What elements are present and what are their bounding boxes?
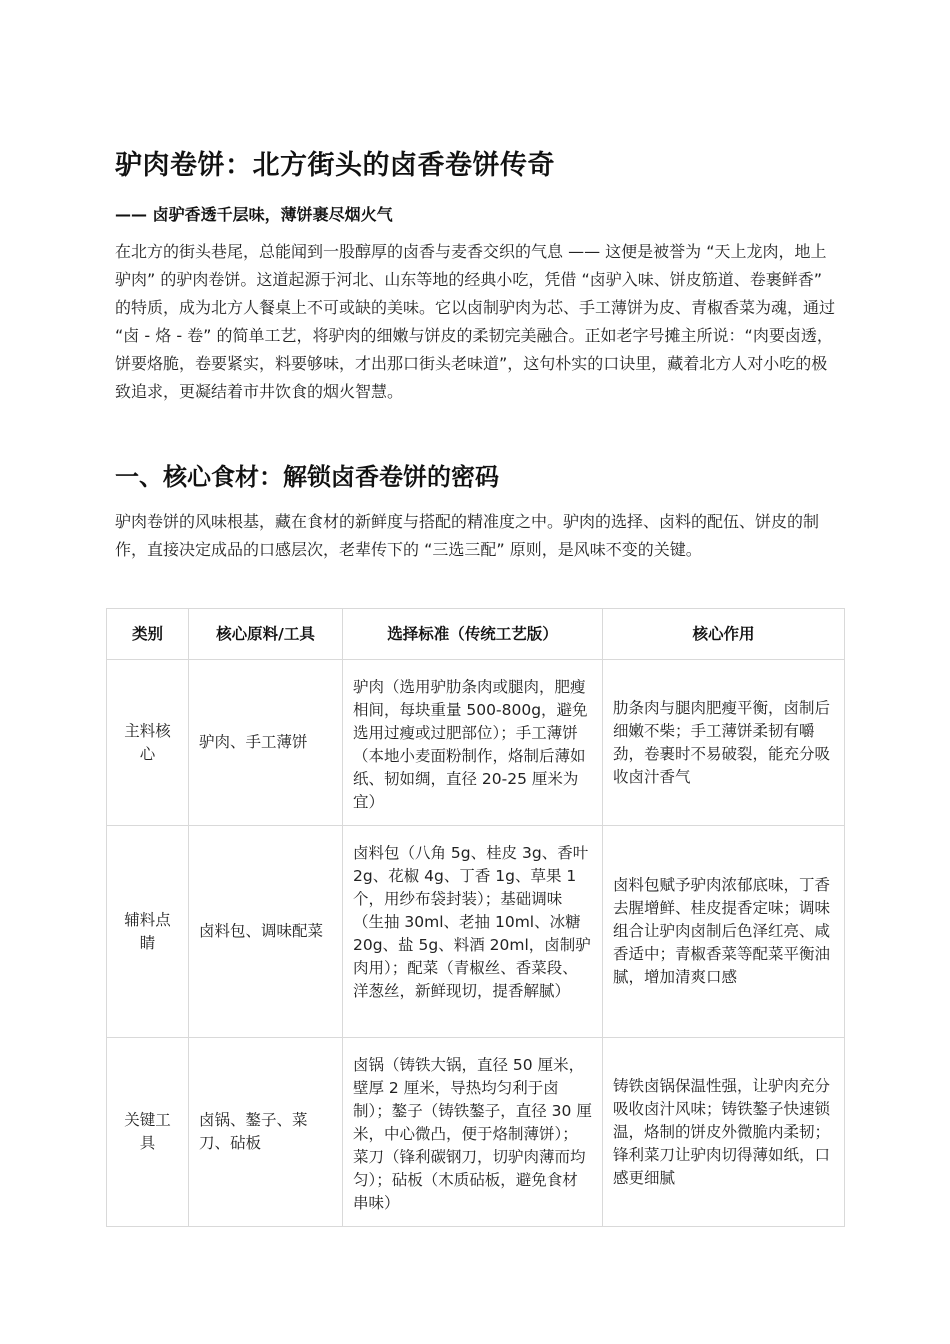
ingredients-table-container: [106, 608, 844, 1227]
cell-role: 铸铁卤锅保温性强，让驴肉充分吸收卤汁风味；铸铁鏊子快速锁温，烙制的饼皮外微脆内柔韧；锋利菜刀让驴肉切得薄如纸，口感更细腻: [603, 1038, 845, 1227]
cell-category: 辅料点睛: [107, 826, 189, 1038]
header-role: 核心作用: [603, 609, 845, 660]
cell-role: 肋条肉与腿肉肥瘦平衡，卤制后细嫩不柴；手工薄饼柔韧有嚼劲，卷裹时不易破裂，能充分吸收卤汁香气: [603, 660, 845, 826]
intro-paragraph: 在北方的街头巷尾，总能闻到一股醇厚的卤香与麦香交织的气息 —— 这便是被誉为 “天上龙肉，地上驴肉” 的驴肉卷饼。这道起源于河北、山东等地的经典小吃，凭借 “卤驴入味、饼皮筋道、卷裹鲜香” 的特质，成为北方人餐桌上不可或缺的美味。它以卤制驴肉为芯、手工薄饼为皮、青椒香菜为魂，通过 “卤 - 烙 - 卷” 的简单工艺，将驴肉的细嫩与饼皮的柔韧完美融合。正如老字号摊主所说：“肉要卤透，饼要烙脆，卷要紧实，料要够味，才出那口街头老味道”，这句朴实的口诀里，藏着北方人对小吃的极致追求，更凝结着市井饮食的烟火智慧。: [115, 242, 836, 401]
cell-materials: 卤锅、鏊子、菜刀、砧板: [189, 1038, 343, 1227]
page-title: 驴肉卷饼：北方街头的卤香卷饼传奇: [115, 150, 555, 181]
cell-category: 主料核心: [107, 660, 189, 826]
ingredients-table: [106, 608, 845, 1227]
table-row: [107, 660, 845, 826]
page-subtitle: —— 卤驴香透千层味，薄饼裹尽烟火气: [115, 205, 393, 224]
cell-category: 关键工具: [107, 1038, 189, 1227]
table-header-row: [107, 609, 845, 660]
cell-standard: 卤锅（铸铁大锅，直径 50 厘米，壁厚 2 厘米，导热均匀利于卤制）；鏊子（铸铁鏊子，直径 30 厘米，中心微凸，便于烙制薄饼）；菜刀（锋利碳钢刀，切驴肉薄而均匀）；砧板（木质砧板，避免食材串味）: [343, 1038, 603, 1227]
cell-standard: 卤料包（八角 5g、桂皮 3g、香叶 2g、花椒 4g、丁香 1g、草果 1 个，用纱布袋封装）；基础调味（生抽 30ml、老抽 10ml、冰糖 20g、盐 5g、料酒 20ml，卤制驴肉用）；配菜（青椒丝、香菜段、洋葱丝，新鲜现切，提香解腻）: [343, 826, 603, 1038]
cell-materials: 驴肉、手工薄饼: [189, 660, 343, 826]
header-category: 类别: [107, 609, 189, 660]
cell-standard: 驴肉（选用驴肋条肉或腿肉，肥瘦相间，每块重量 500-800g，避免选用过瘦或过肥部位）；手工薄饼（本地小麦面粉制作，烙制后薄如纸、韧如绸，直径 20-25 厘米为宜）: [343, 660, 603, 826]
cell-materials: 卤料包、调味配菜: [189, 826, 343, 1038]
cell-role: 卤料包赋予驴肉浓郁底味，丁香去腥增鲜、桂皮提香定味；调味组合让驴肉卤制后色泽红亮、咸香适中；青椒香菜等配菜平衡油腻，增加清爽口感: [603, 826, 845, 1038]
section-paragraph: 驴肉卷饼的风味根基，藏在食材的新鲜度与搭配的精准度之中。驴肉的选择、卤料的配伍、饼皮的制作，直接决定成品的口感层次，老辈传下的 “三选三配” 原则，是风味不变的关键。: [115, 512, 820, 559]
section-heading-core-ingredients: 一、核心食材：解锁卤香卷饼的密码: [115, 463, 499, 491]
header-standard: 选择标准（传统工艺版）: [343, 609, 603, 660]
table-row: [107, 826, 845, 1038]
table-row: [107, 1038, 845, 1227]
header-materials: 核心原料/工具: [189, 609, 343, 660]
